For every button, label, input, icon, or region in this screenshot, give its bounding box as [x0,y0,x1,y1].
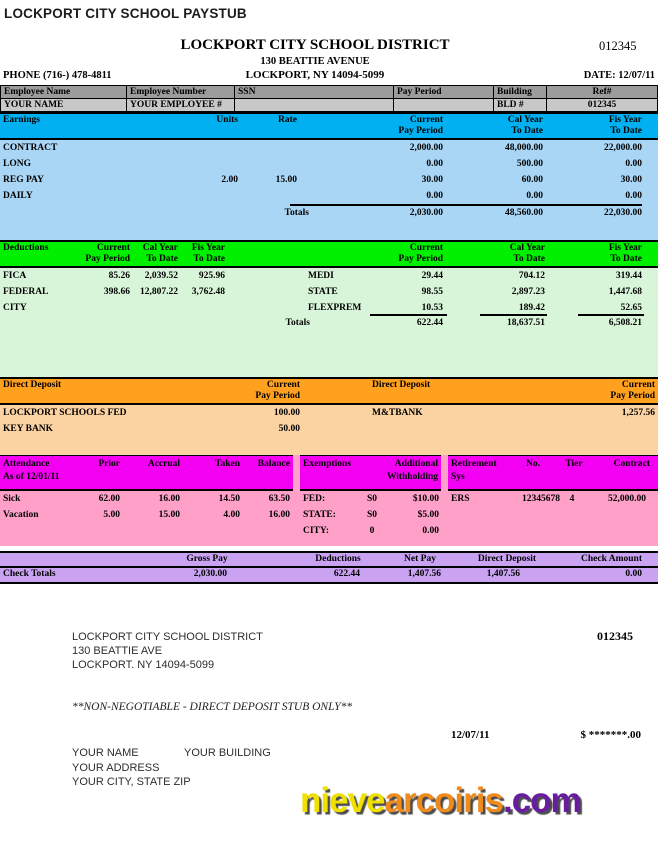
deduction-current: 98.55 [421,287,443,297]
watermark-logo [300,781,581,821]
check-amount-header: Check Amount [581,554,642,564]
bank-name: KEY BANK [3,424,54,434]
deductions-totals-rule [370,314,447,316]
exemption-label: STATE: [303,510,336,520]
exemption-label: FED: [303,494,326,504]
retirement-body [448,491,658,507]
deductions-section [0,240,658,377]
deduction-fis: 3,762.48 [191,287,225,297]
direct-deposit-value: 1,407.56 [486,569,520,579]
earnings-total-fis: 22,030.00 [604,208,642,218]
spacer [225,300,308,316]
bank-name: LOCKPORT SCHOOLS FED [3,408,127,418]
deduction-cal: 2,039.52 [144,271,178,281]
earnings-section [0,112,658,240]
watermark-part-arcoiris: arcoiris [384,781,503,820]
ref-number-top: 012345 [599,39,637,53]
building-value: BLD # [494,99,547,111]
attendance-balance: 16.00 [268,510,290,520]
bank-name [372,421,472,437]
recipient-name: YOUR NAME [72,747,139,759]
recipient-building: YOUR BUILDING [184,747,271,759]
additional-column-header: Additional [394,459,438,469]
deposit-amount: 50.00 [278,424,300,434]
attendance-header [0,455,293,491]
retirement-title: Retirement [451,459,497,469]
units-column-header: Units [216,115,238,125]
fis-year-column-header-right: Fis Year To Date [608,243,642,264]
withholding-column-header: Withholding [386,472,438,482]
stub-address-line: 130 BEATTIE AVE [72,645,163,657]
direct-deposit-row [0,421,658,437]
exemption-status: S0 [366,494,378,504]
check-totals-row [0,568,658,584]
exemption-row [300,507,441,523]
earnings-totals-rule [290,204,642,206]
current-column-header-right: Current Pay Period [398,243,443,264]
rate-column-header: Rate [278,115,297,125]
attendance-accrual: 16.00 [158,494,180,504]
direct-deposit-section [0,377,658,455]
earning-cal-ytd: 0.00 [526,191,543,201]
col-employee-name: Employee Name [1,86,127,98]
stub-district-address [72,630,263,672]
attendance-taken: 14.50 [218,494,240,504]
additional-withholding: $5.00 [417,510,439,520]
spacer [225,284,308,300]
deductions-header [0,240,658,268]
earning-fis-ytd: 0.00 [625,191,642,201]
attendance-title: Attendance [3,459,50,469]
attendance-prior: 62.00 [98,494,120,504]
deduction-label: FLEXPREM [308,303,362,313]
earning-rate [238,140,297,156]
attendance-type: Vacation [3,510,39,520]
attendance-taken: 4.00 [223,510,240,520]
deduction-current: 398.66 [103,287,130,297]
direct-deposit-header-label: Direct Deposit [477,554,537,564]
deductions-row [0,284,658,300]
gross-pay-header: Gross Pay [186,554,228,564]
col-ref: Ref# [592,87,612,97]
earning-units [160,188,238,204]
attendance-type: Sick [3,494,21,504]
earnings-total-current: 2,030.00 [409,208,443,218]
earning-current: 0.00 [426,159,443,169]
deduction-fis: 1,447.68 [608,287,642,297]
deduction-cal: 189.42 [518,303,545,313]
earning-label: LONG [3,159,31,169]
deductions-total-fis: 6,508.21 [608,318,642,328]
non-negotiable-notice: **NON-NEGOTIABLE - DIRECT DEPOSIT STUB ONLY** [72,701,353,713]
accrual-column-header: Accrual [147,459,180,469]
paystub-date: DATE: 12/07/11 [583,70,655,81]
deduction-label: MEDI [308,271,334,281]
deductions-total-current: 622.44 [416,318,443,328]
earnings-row [0,172,658,188]
cal-year-column-header-right: Cal Year To Date [509,243,545,264]
fis-year-column-header: Fis Year To Date [608,115,642,136]
current-column-header: Current Pay Period [398,115,443,136]
employee-info-table [0,85,658,112]
district-name: LOCKPORT CITY SCHOOL DISTRICT [180,37,450,53]
deduction-cal [130,300,178,316]
watermark-part-nieve: nieve [300,781,385,820]
earning-units: 2.00 [221,175,238,185]
recipient-address: YOUR ADDRESS [72,761,160,774]
deduction-fis: 925.96 [198,271,225,281]
deductions-header-label: Deductions [315,554,361,564]
check-totals-label: Check Totals [3,569,56,579]
attendance-prior: 5.00 [103,510,120,520]
deduction-fis: 52.65 [620,303,642,313]
col-ssn: SSN [235,86,394,98]
deduction-cal: 12,807.22 [140,287,178,297]
deduction-fis: 319.44 [615,271,642,281]
deductions-title: Deductions [3,243,49,253]
attendance-body [0,491,293,523]
attendance-section [0,455,658,546]
direct-deposit-title: Direct Deposit [3,380,62,390]
net-pay-header: Net Pay [404,554,436,564]
earnings-total-cal: 48,560.00 [505,208,543,218]
phone-number: PHONE (716-) 478-4811 [3,70,112,81]
col-employee-number: Employee Number [127,86,235,98]
deduction-fis [178,300,225,316]
spacer [308,242,396,266]
exemption-row [300,491,441,507]
earnings-row [0,140,658,156]
attendance-balance: 63.50 [268,494,290,504]
earning-label: CONTRACT [3,143,58,153]
direct-deposit-title-right: Direct Deposit [372,380,431,390]
direct-deposit-row [0,405,658,421]
watermark-part-com: .com [502,781,581,820]
col-pay-period: Pay Period [394,86,494,98]
net-pay-value: 1,407.56 [407,569,441,579]
deduction-cal: 704.12 [518,271,545,281]
employee-table-header [1,86,657,99]
retirement-sys-label: Sys [451,472,465,482]
deductions-row [0,268,658,284]
deductions-totals-rule [578,314,644,316]
earning-current: 30.00 [421,175,443,185]
earning-label: DAILY [3,191,33,201]
earnings-totals-label: Totals [284,208,309,218]
bank-name: M&TBANK [372,408,423,418]
deduction-label: STATE [308,287,338,297]
current-column-header: Current Pay Period [255,380,300,401]
earnings-title: Earnings [3,115,40,125]
employee-table-values [1,99,657,111]
deposit-amount: 100.00 [273,408,300,418]
retirement-row [448,491,658,507]
stub-date: 12/07/11 [451,729,490,741]
earning-fis-ytd: 22,000.00 [604,143,642,153]
recipient-line [72,746,372,761]
cal-year-column-header: Cal Year To Date [507,115,543,136]
check-totals-header [0,553,658,568]
deduction-current [75,300,130,316]
deduction-cal: 2,897.23 [511,287,545,297]
exemption-row [300,523,441,539]
current-column-header-right: Current Pay Period [610,380,655,401]
deductions-totals-label: Totals [285,318,310,328]
contract-column-header: Contract [613,459,650,469]
deduction-label: FICA [3,271,27,281]
deduction-current: 85.26 [108,271,130,281]
earning-fis-ytd: 0.00 [625,159,642,169]
district-address: 130 BEATTIE AVENUE [260,56,370,67]
earning-cal-ytd: 60.00 [521,175,543,185]
earnings-totals-row [0,208,658,224]
stub-address-line: LOCKPORT CITY SCHOOL DISTRICT [72,631,263,643]
check-totals-section [0,551,658,586]
earning-units [160,156,238,172]
retirement-header [448,455,658,491]
stub-ref-number: 012345 [597,629,633,643]
earning-cal-ytd: 500.00 [516,159,543,169]
deduction-label: FEDERAL [3,287,49,297]
retirement-number: 12345678 [522,494,560,504]
additional-withholding: $10.00 [412,494,439,504]
deduction-label: CITY [3,303,27,313]
exemptions-header [300,455,441,491]
deduction-current: 10.53 [421,303,443,313]
current-column-header: Current Pay Period [85,243,130,264]
stub-amount: $ *******.00 [580,729,641,741]
exemption-status: S0 [366,510,378,520]
spacer [225,242,308,266]
earning-fis-ytd: 30.00 [620,175,642,185]
stub-address-line: LOCKPORT. NY 14094-5099 [72,659,215,671]
check-amount-value: 0.00 [625,569,642,579]
direct-deposit-header [0,377,658,405]
earning-current: 0.00 [426,191,443,201]
deductions-total-cal: 18,637.51 [507,318,545,328]
spacer [300,421,372,437]
cal-year-column-header: Cal Year To Date [142,243,178,264]
attendance-row [0,507,293,523]
ssn-value [235,99,394,111]
gross-pay-value: 2,030.00 [193,569,227,579]
attendance-row [0,491,293,507]
additional-withholding: 0.00 [422,526,439,536]
ref-value: 012345 [587,100,617,110]
prior-column-header: Prior [98,459,120,469]
earning-rate [238,188,297,204]
district-city: LOCKPORT, NY 14094-5099 [245,69,385,81]
deposit-amount [472,421,655,437]
deductions-row [0,300,658,316]
earning-current: 2,000.00 [409,143,443,153]
deduction-current: 29.44 [421,271,443,281]
earnings-header [0,112,658,140]
earning-rate: 15.00 [275,175,297,185]
spacer [300,405,372,421]
fis-year-column-header: Fis Year To Date [191,243,225,264]
recipient-city: YOUR CITY, STATE ZIP [72,776,191,788]
earnings-row [0,188,658,204]
attendance-asof: As of 12/01/11 [3,472,60,482]
col-building: Building [494,86,547,98]
pay-period-value [394,99,494,111]
page-title: LOCKPORT CITY SCHOOL PAYSTUB [4,6,247,21]
deductions-totals-rule [480,314,547,316]
taken-column-header: Taken [215,459,240,469]
retirement-contract: 52,000.00 [608,494,646,504]
earning-cal-ytd: 48,000.00 [505,143,543,153]
deposit-amount: 1,257.56 [621,408,655,418]
retirement-system: ERS [451,494,470,504]
spacer [225,268,308,284]
earning-rate [238,156,297,172]
deductions-totals-row [0,318,658,334]
exemption-status: 0 [369,526,375,536]
employee-number-value: YOUR EMPLOYEE # [127,99,235,111]
tier-column-header: Tier [565,459,583,469]
earnings-row [0,156,658,172]
no-column-header: No. [526,459,540,469]
attendance-accrual: 15.00 [158,510,180,520]
earning-units [160,140,238,156]
spacer [300,379,372,403]
deductions-value: 622.44 [333,569,360,579]
retirement-tier: 4 [569,494,575,504]
exemptions-title: Exemptions [303,459,352,469]
exemption-label: CITY: [303,526,330,536]
balance-column-header: Balance [257,459,290,469]
employee-name-value: YOUR NAME [1,99,127,111]
exemptions-body [300,491,441,539]
earning-label: REG PAY [3,175,44,185]
